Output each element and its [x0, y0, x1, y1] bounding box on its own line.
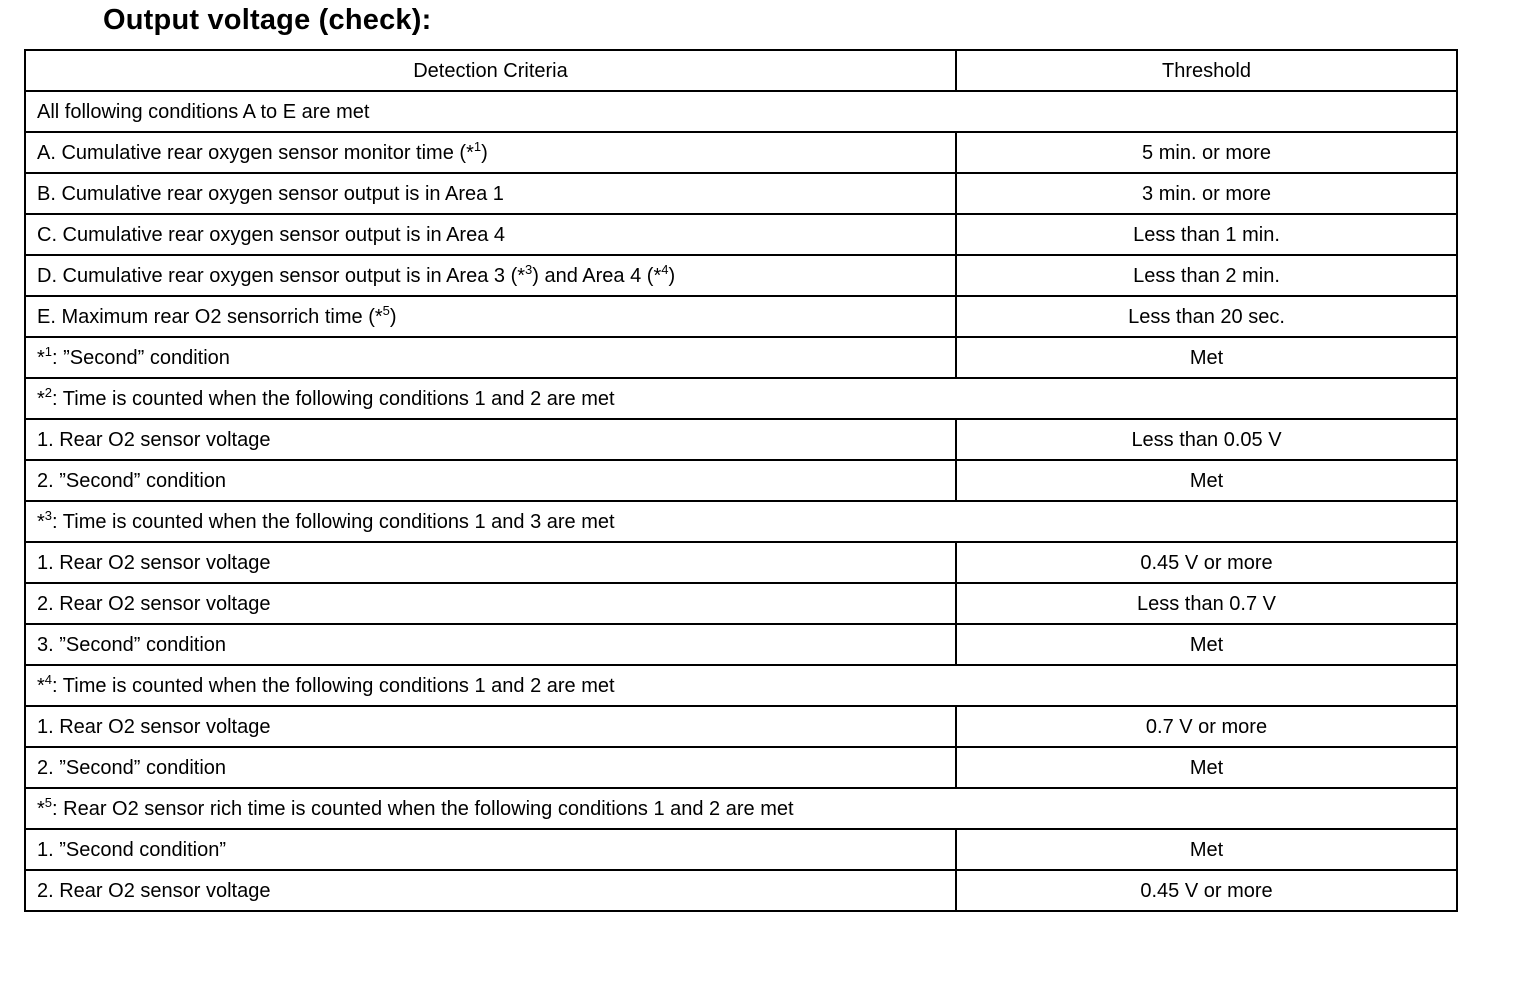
- table-row: [25, 583, 1457, 624]
- threshold-cell: Met: [956, 829, 1457, 870]
- table-row: [25, 706, 1457, 747]
- threshold-cell: 5 min. or more: [956, 132, 1457, 173]
- criteria-cell: 1. Rear O2 sensor voltage: [25, 419, 956, 460]
- criteria-cell: 2. Rear O2 sensor voltage: [25, 583, 956, 624]
- table-row: [25, 419, 1457, 460]
- table-body: [25, 91, 1457, 911]
- table-row: [25, 214, 1457, 255]
- table-row: [25, 460, 1457, 501]
- threshold-cell: Met: [956, 337, 1457, 378]
- threshold-cell: Less than 1 min.: [956, 214, 1457, 255]
- threshold-cell: 0.45 V or more: [956, 542, 1457, 583]
- header-threshold: Threshold: [956, 50, 1457, 91]
- threshold-cell: Met: [956, 624, 1457, 665]
- table-row: [25, 747, 1457, 788]
- table-section-row: [25, 501, 1457, 542]
- criteria-cell: 2. ”Second” condition: [25, 460, 956, 501]
- criteria-cell: 2. Rear O2 sensor voltage: [25, 870, 956, 911]
- threshold-cell: 3 min. or more: [956, 173, 1457, 214]
- table-section-row: [25, 665, 1457, 706]
- table-row: [25, 296, 1457, 337]
- criteria-cell: 3. ”Second” condition: [25, 624, 956, 665]
- criteria-cell: *$^1$: ”Second” condition: [25, 337, 956, 378]
- criteria-cell: 1. Rear O2 sensor voltage: [25, 542, 956, 583]
- threshold-cell: Less than 0.05 V: [956, 419, 1457, 460]
- criteria-cell: E. Maximum rear O2 sensorrich time (*$^5$): [25, 296, 956, 337]
- threshold-cell: 0.7 V or more: [956, 706, 1457, 747]
- threshold-cell: Met: [956, 747, 1457, 788]
- criteria-cell: 2. ”Second” condition: [25, 747, 956, 788]
- criteria-cell: D. Cumulative rear oxygen sensor output is in Area 3 (*$^3$) and Area 4 (*$^4$): [25, 255, 956, 296]
- threshold-cell: 0.45 V or more: [956, 870, 1457, 911]
- criteria-cell: All following conditions A to E are met: [25, 91, 1457, 132]
- table-row: [25, 173, 1457, 214]
- table-row: [25, 337, 1457, 378]
- threshold-cell: Less than 20 sec.: [956, 296, 1457, 337]
- criteria-cell: A. Cumulative rear oxygen sensor monitor time (*$^1$): [25, 132, 956, 173]
- threshold-cell: Less than 2 min.: [956, 255, 1457, 296]
- table-row: [25, 255, 1457, 296]
- table-section-row: [25, 91, 1457, 132]
- table-row: [25, 132, 1457, 173]
- criteria-cell: *$^3$: Time is counted when the following conditions 1 and 3 are met: [25, 501, 1457, 542]
- detection-criteria-table: [24, 49, 1458, 912]
- criteria-cell: *$^5$: Rear O2 sensor rich time is counted when the following conditions 1 and 2 are met: [25, 788, 1457, 829]
- criteria-cell: C. Cumulative rear oxygen sensor output is in Area 4: [25, 214, 956, 255]
- table-row: [25, 542, 1457, 583]
- table-row: [25, 624, 1457, 665]
- criteria-cell: 1. ”Second condition”: [25, 829, 956, 870]
- criteria-cell: *$^4$: Time is counted when the following conditions 1 and 2 are met: [25, 665, 1457, 706]
- table-row: [25, 829, 1457, 870]
- threshold-cell: Met: [956, 460, 1457, 501]
- table-section-row: [25, 788, 1457, 829]
- criteria-cell: *$^2$: Time is counted when the following conditions 1 and 2 are met: [25, 378, 1457, 419]
- header-detection-criteria: Detection Criteria: [25, 50, 956, 91]
- criteria-cell: B. Cumulative rear oxygen sensor output is in Area 1: [25, 173, 956, 214]
- page-title: Output voltage (check):: [103, 4, 432, 36]
- table-section-row: [25, 378, 1457, 419]
- criteria-cell: 1. Rear O2 sensor voltage: [25, 706, 956, 747]
- threshold-cell: Less than 0.7 V: [956, 583, 1457, 624]
- table-header-row: [25, 50, 1457, 91]
- table-row: [25, 870, 1457, 911]
